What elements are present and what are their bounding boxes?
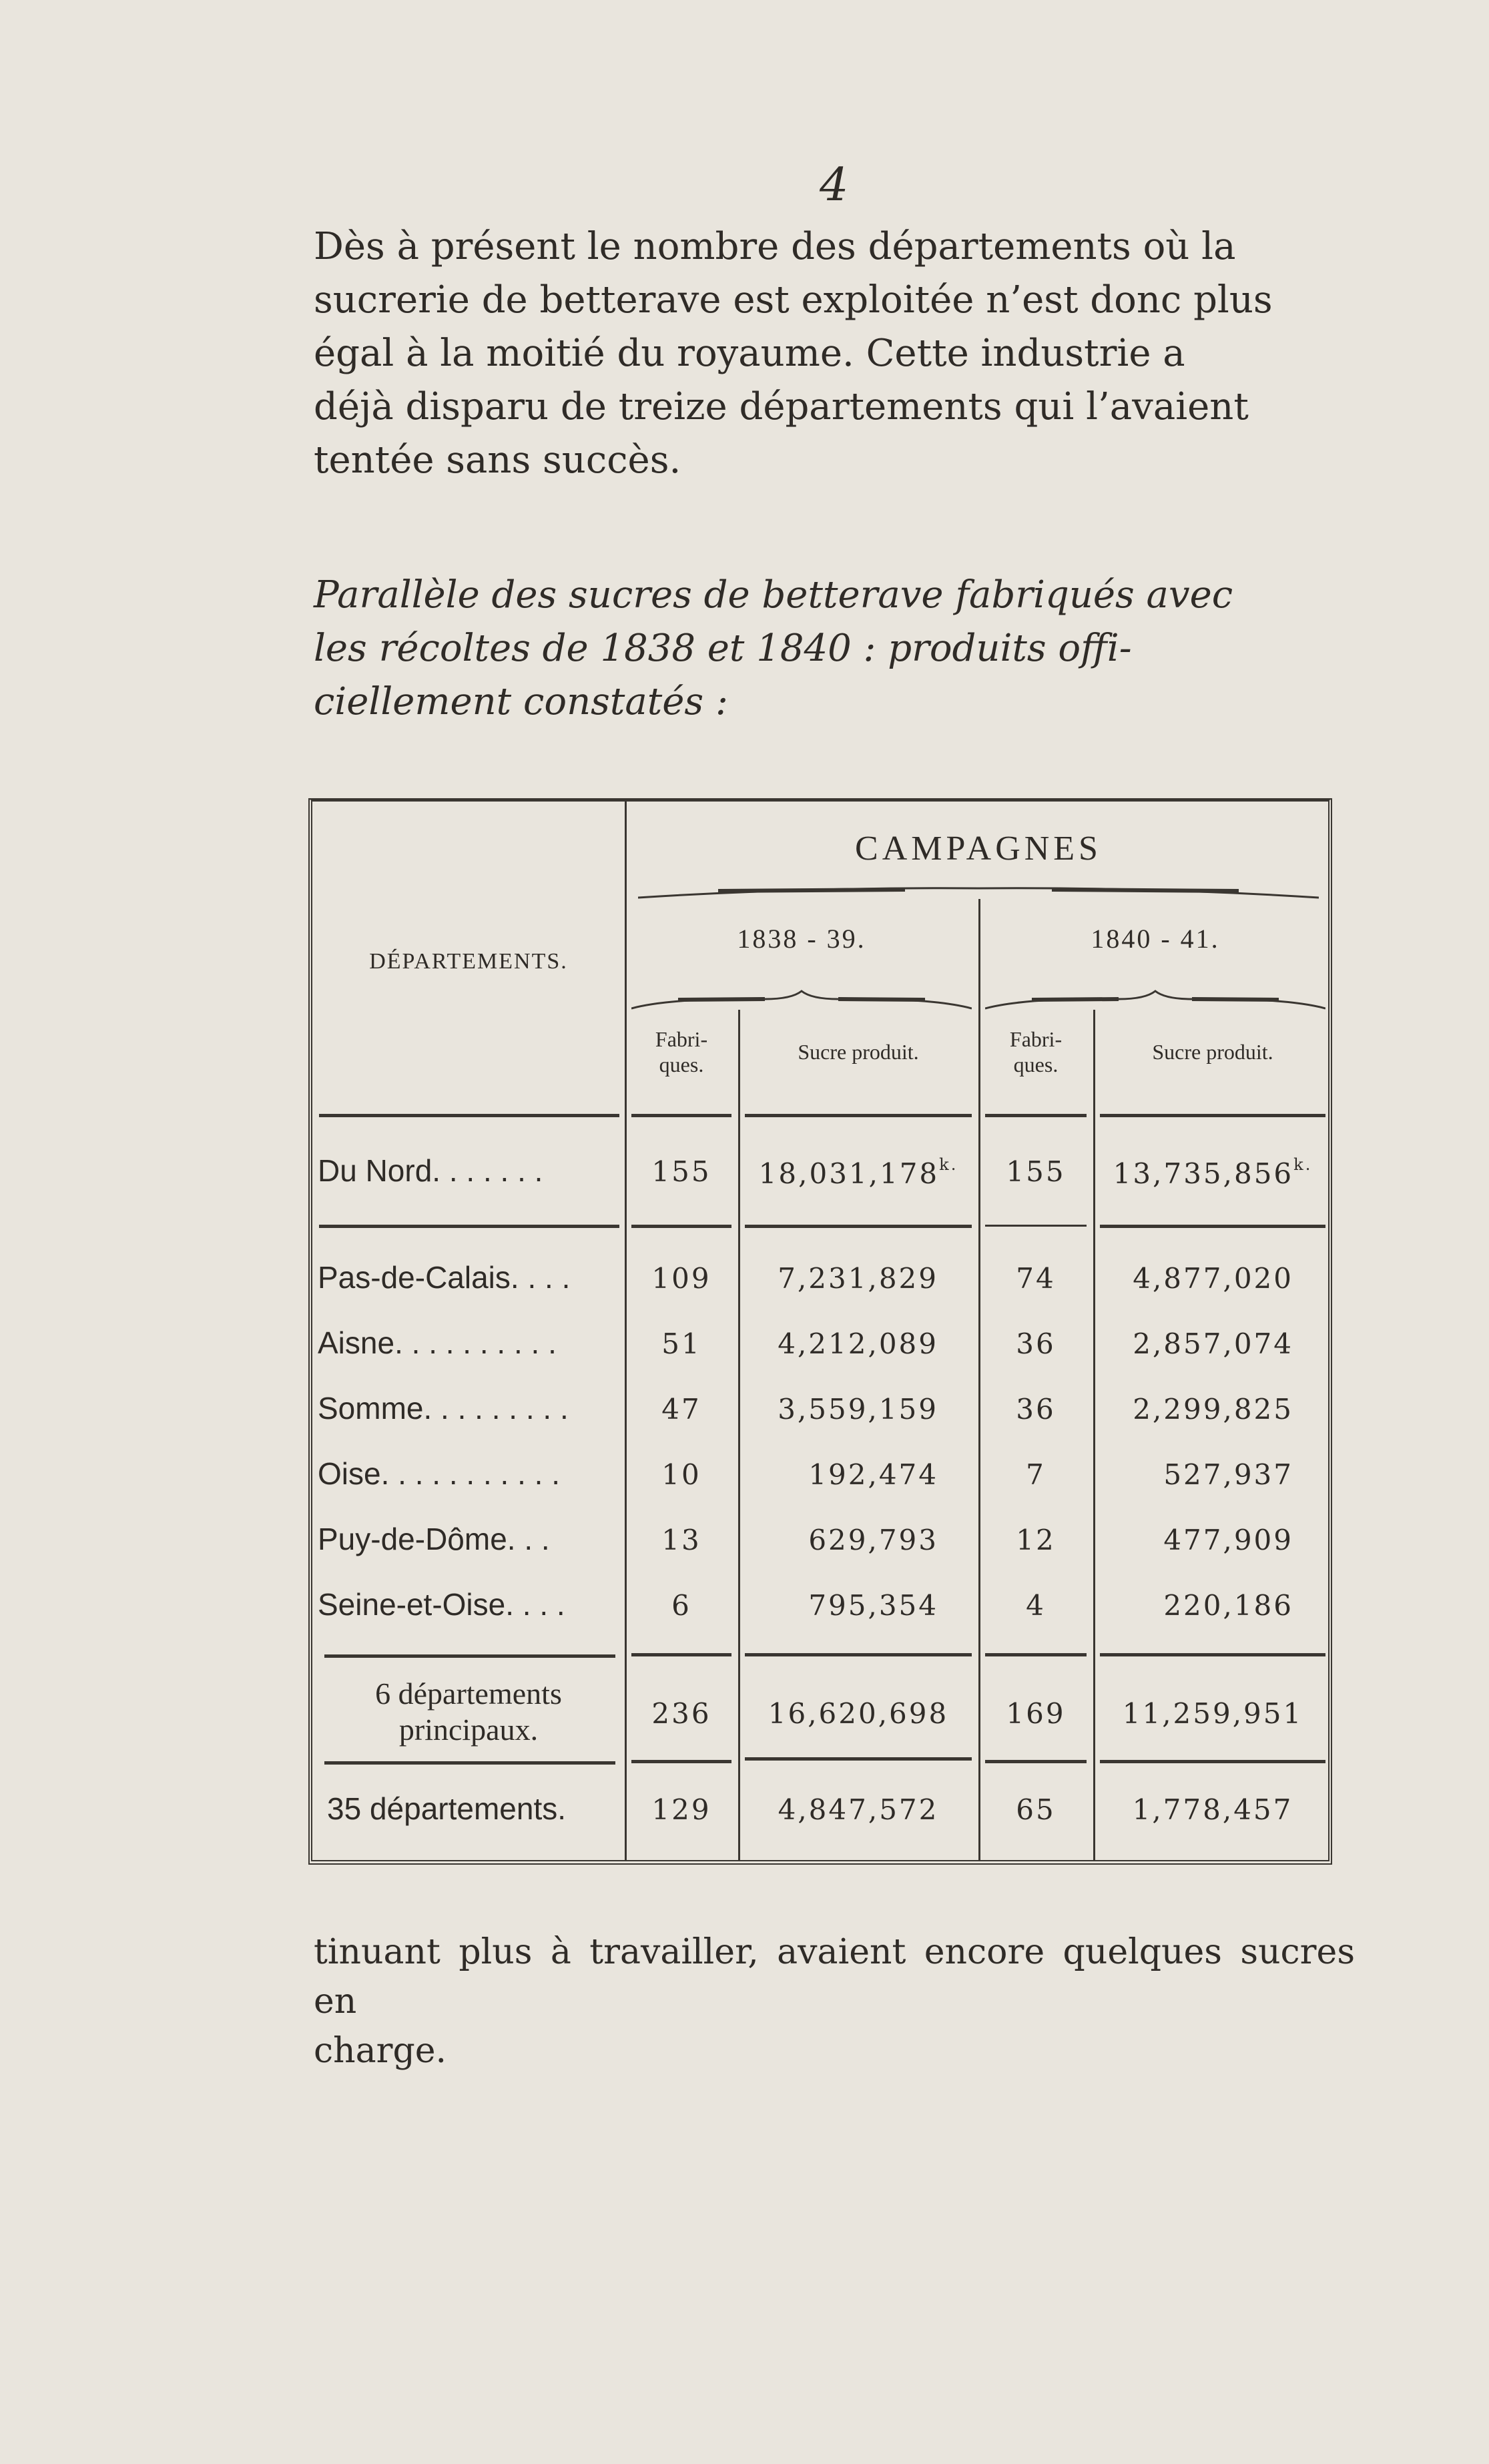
cell-sucre-1838: 192,474 bbox=[808, 1458, 938, 1491]
cell-fabriques-1840: 12 bbox=[1016, 1524, 1056, 1556]
footer-line: charge. bbox=[314, 2031, 447, 2071]
cell-fabriques-1838: 109 bbox=[651, 1262, 711, 1295]
row-label: 6 départements principaux. bbox=[375, 1676, 562, 1747]
cell-sucre-1840: $13,735,856^{k.}$ bbox=[1113, 1155, 1313, 1190]
cell-fabriques-1838: 6 bbox=[671, 1589, 691, 1622]
cell-fabriques-1838: 47 bbox=[661, 1393, 701, 1426]
caption-line: les récoltes de 1838 et 1840 : produits offi- bbox=[314, 627, 1132, 670]
cell-fabriques-1838: 129 bbox=[651, 1793, 711, 1826]
row-rule bbox=[1100, 1225, 1325, 1228]
cell-sucre-1838: 4,847,572 bbox=[778, 1793, 939, 1826]
cell-sucre-1840: 477,909 bbox=[1163, 1524, 1293, 1556]
footer-line: tinuant plus à travailler, avaient encore quelques sucres en bbox=[314, 1932, 1355, 2022]
cell-sucre-1840: 11,259,951 bbox=[1122, 1697, 1303, 1730]
cell-fabriques-1838: 10 bbox=[661, 1458, 701, 1491]
col-divider bbox=[1093, 1010, 1095, 1861]
cell-sucre-1840: 220,186 bbox=[1163, 1589, 1293, 1622]
row-label: Pas-de-Calais. . . . bbox=[318, 1260, 571, 1295]
footer-paragraph bbox=[314, 1927, 1355, 2076]
paragraph-line: tentée sans succès. bbox=[314, 438, 681, 482]
paragraph-line: sucrerie de betterave est exploitée n’est donc plus bbox=[314, 278, 1273, 322]
row-rule bbox=[745, 1225, 972, 1228]
header-rule bbox=[1100, 1114, 1325, 1117]
cell-sucre-1840: 4,877,020 bbox=[1133, 1262, 1293, 1295]
col-divider bbox=[738, 1010, 740, 1861]
row-label: Seine-et-Oise. . . . bbox=[318, 1587, 565, 1622]
header-rule bbox=[319, 1114, 619, 1117]
row-rule bbox=[1100, 1760, 1325, 1763]
header-rule bbox=[745, 1114, 972, 1117]
row-rule bbox=[745, 1653, 972, 1656]
header-campagnes: CAMPAGNES bbox=[855, 829, 1102, 868]
cell-fabriques-1840: 36 bbox=[1016, 1327, 1056, 1360]
body-paragraph bbox=[314, 220, 1355, 487]
paragraph-line: déjà disparu de treize départements qui l’avaient bbox=[314, 385, 1249, 428]
cell-sucre-1838: 795,354 bbox=[808, 1589, 938, 1622]
header-rule bbox=[631, 1114, 731, 1117]
cell-sucre-1838: 629,793 bbox=[808, 1524, 938, 1556]
row-label: Oise. . . . . . . . . . . bbox=[318, 1456, 560, 1491]
cell-fabriques-1840: 4 bbox=[1026, 1589, 1046, 1622]
sugar-table bbox=[308, 798, 1332, 1865]
row-label: 35 départements. bbox=[327, 1791, 567, 1826]
cell-fabriques-1840: 65 bbox=[1016, 1793, 1056, 1826]
col-sucre-1838: Sucre produit. bbox=[798, 1040, 919, 1064]
cell-sucre-1838: 16,620,698 bbox=[768, 1697, 949, 1730]
table-caption bbox=[314, 569, 1355, 729]
year-1838-brace bbox=[631, 988, 972, 1012]
cell-sucre-1840: 2,299,825 bbox=[1133, 1393, 1293, 1426]
cell-fabriques-1840: 155 bbox=[1006, 1155, 1066, 1188]
row-label: Puy-de-Dôme. . . bbox=[318, 1522, 550, 1556]
cell-fabriques-1838: 51 bbox=[661, 1327, 701, 1360]
cell-fabriques-1840: 74 bbox=[1016, 1262, 1056, 1295]
cell-fabriques-1840: 36 bbox=[1016, 1393, 1056, 1426]
cell-sucre-1840: 527,937 bbox=[1163, 1458, 1293, 1491]
row-rule bbox=[631, 1653, 731, 1656]
page-number: 4 bbox=[820, 159, 849, 212]
cell-fabriques-1840: 169 bbox=[1006, 1697, 1066, 1730]
col-fabriques-1838: Fabri- ques. bbox=[655, 1027, 708, 1076]
row-rule bbox=[631, 1760, 731, 1763]
cell-fabriques-1838: 236 bbox=[651, 1697, 711, 1730]
cell-sucre-1838: $18,031,178^{k.}$ bbox=[758, 1155, 958, 1190]
year-1838: 1838 - 39. bbox=[737, 923, 866, 954]
row-rule bbox=[985, 1653, 1087, 1656]
row-rule bbox=[319, 1225, 619, 1228]
row-rule bbox=[631, 1225, 731, 1228]
row-label: Du Nord. . . . . . . bbox=[318, 1153, 543, 1188]
col-sucre-1840: Sucre produit. bbox=[1152, 1040, 1273, 1064]
row-label: Aisne. . . . . . . . . . bbox=[318, 1325, 557, 1360]
campagnes-brace bbox=[638, 882, 1319, 902]
row-rule bbox=[324, 1761, 615, 1765]
caption-line: Parallèle des sucres de betterave fabriqués avec bbox=[314, 573, 1233, 617]
cell-sucre-1840: 2,857,074 bbox=[1133, 1327, 1293, 1360]
row-rule bbox=[1100, 1653, 1325, 1656]
paragraph-line: égal à la moitié du royaume. Cette industrie a bbox=[314, 332, 1185, 375]
cell-fabriques-1840: 7 bbox=[1026, 1458, 1046, 1491]
caption-line: ciellement constatés : bbox=[314, 680, 728, 723]
cell-sucre-1838: 7,231,829 bbox=[778, 1262, 938, 1295]
header-rule bbox=[985, 1114, 1087, 1117]
row-label: Somme. . . . . . . . . bbox=[318, 1391, 569, 1426]
cell-sucre-1840: 1,778,457 bbox=[1132, 1793, 1293, 1826]
col-fabriques-1840: Fabri- ques. bbox=[1009, 1027, 1063, 1076]
row-rule bbox=[745, 1757, 972, 1761]
row-rule bbox=[985, 1760, 1087, 1763]
cell-sucre-1838: 3,559,159 bbox=[778, 1393, 938, 1426]
row-rule bbox=[324, 1654, 615, 1658]
cell-fabriques-1838: 155 bbox=[651, 1155, 711, 1188]
year-1840-brace bbox=[985, 988, 1325, 1012]
cell-fabriques-1838: 13 bbox=[661, 1524, 701, 1556]
header-departements: DÉPARTEMENTS. bbox=[369, 949, 568, 974]
paragraph-line: Dès à présent le nombre des départements où la bbox=[314, 225, 1236, 268]
year-1840: 1840 - 41. bbox=[1091, 923, 1220, 954]
cell-sucre-1838: 4,212,089 bbox=[778, 1327, 938, 1360]
row-rule bbox=[985, 1225, 1087, 1227]
